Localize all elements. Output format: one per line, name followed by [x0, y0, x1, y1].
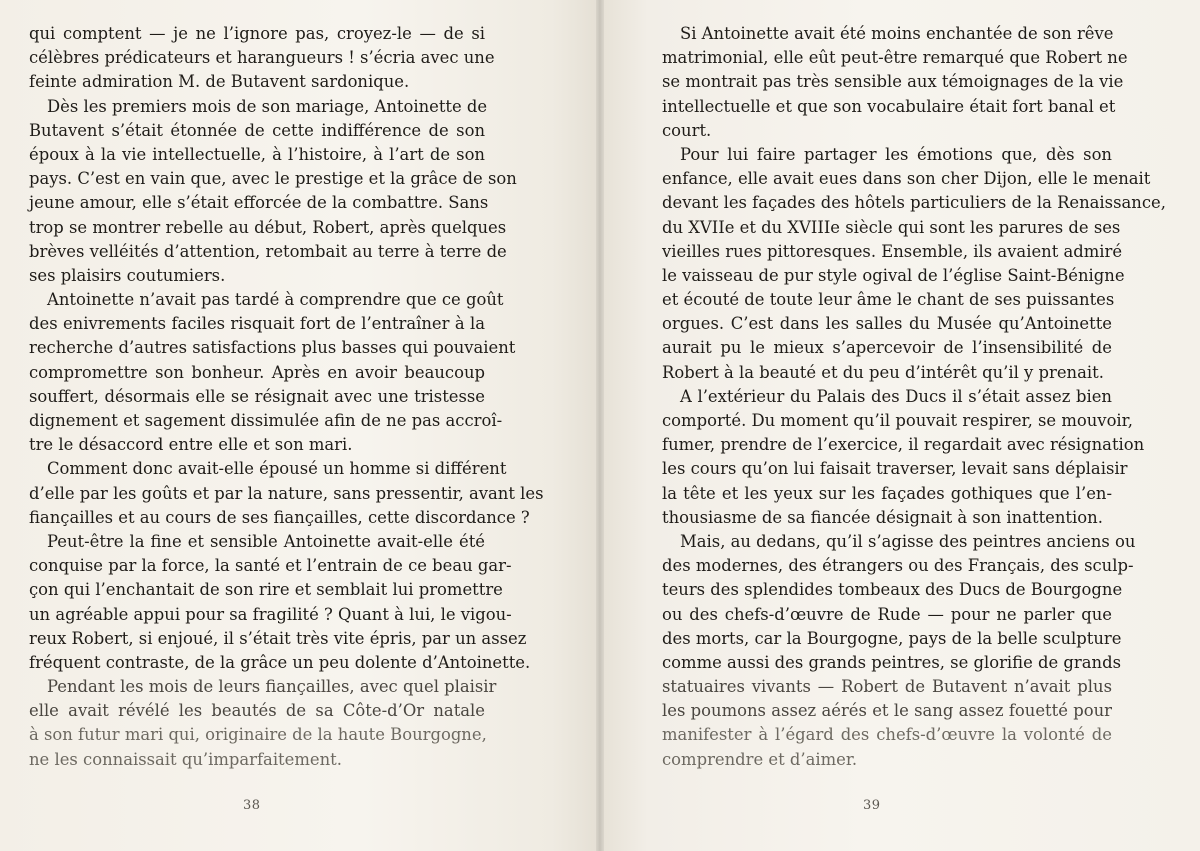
text-line: un agréable appui pour sa fragilité ? Quant à lui, le vigou-	[29, 604, 512, 624]
text-line: la tête et les yeux sur les façades gothiques que l’en-	[662, 483, 1112, 503]
text-line: ses plaisirs coutumiers.	[29, 265, 226, 285]
text-line: du XVIIe et du XVIIIe siècle qui sont les parures de ses	[662, 217, 1121, 237]
text-line: fumer, prendre de l’exercice, il regardait avec résignation	[662, 435, 1145, 455]
text-line: intellectuelle et que son vocabulaire était fort banal et	[662, 96, 1116, 116]
text-line: jeune amour, elle s’était efforcée de la combattre. Sans	[29, 193, 489, 213]
text-line: des morts, car la Bourgogne, pays de la belle sculpture	[662, 628, 1122, 648]
text-line: enfance, elle avait eues dans son cher Dijon, elle le menait	[662, 169, 1151, 189]
page-number: 38	[243, 798, 261, 813]
text-line: conquise par la force, la santé et l’entrain de ce beau gar-	[29, 556, 512, 576]
text-line: qui comptent — je ne l’ignore pas, croyez-le — de si	[29, 24, 485, 43]
text-line: Antoinette n’avait pas tardé à comprendre que ce goût	[47, 290, 504, 310]
text-line: manifester à l’égard des chefs-d’œuvre la volonté de	[662, 725, 1112, 745]
text-line: ou des chefs-d’œuvre de Rude — pour ne parler que	[662, 604, 1112, 624]
right-page-text	[662, 22, 1166, 772]
page-number: 39	[863, 798, 881, 813]
left-page-text	[29, 22, 544, 772]
text-line: des modernes, des étrangers ou des Français, des sculp-	[662, 556, 1134, 576]
text-line: matrimonial, elle eût peut-être remarqué que Robert ne	[662, 48, 1128, 68]
text-line: et écouté de toute leur âme le chant de ses puissantes	[662, 290, 1115, 310]
text-line: dignement et sagement dissimulée afin de ne pas accroî-	[29, 411, 503, 430]
text-line: Dès les premiers mois de son mariage, Antoinette de	[47, 96, 488, 116]
text-line: Peut-être la fine et sensible Antoinette avait-elle été	[47, 531, 485, 551]
text-line: Mais, au dedans, qu’il s’agisse des peintres anciens ou	[680, 531, 1136, 551]
text-line: Comment donc avait-elle épousé un homme si différent	[47, 459, 507, 479]
text-line: fiançailles et au cours de ses fiançailles, cette discordance ?	[29, 507, 530, 527]
text-line: Robert à la beauté et du peu d’intérêt qu’il y prenait.	[662, 362, 1104, 382]
text-line: A l’extérieur du Palais des Ducs il s’était assez bien	[680, 386, 1112, 406]
text-line: brèves velléités d’attention, retombait au terre à terre de	[29, 241, 507, 261]
text-line: teurs des splendides tombeaux des Ducs de Bourgogne	[662, 580, 1123, 600]
text-line: compromettre son bonheur. Après en avoir beaucoup	[29, 362, 485, 382]
text-line: les cours qu’on lui faisait traverser, levait sans déplaisir	[662, 459, 1128, 479]
text-line: le vaisseau de pur style ogival de l’église Saint-Bénigne	[662, 265, 1125, 285]
text-line: reux Robert, si enjoué, il s’était très vite épris, par un assez	[29, 628, 527, 648]
text-line: célèbres prédicateurs et harangueurs ! s’écria avec une	[29, 48, 495, 68]
text-line: Pour lui faire partager les émotions que, dès son	[680, 144, 1112, 164]
text-line: court.	[662, 120, 712, 140]
text-line: tre le désaccord entre elle et son mari.	[29, 435, 353, 455]
text-line: aurait pu le mieux s’apercevoir de l’insensibilité de	[662, 338, 1112, 358]
text-line: souffert, désormais elle se résignait avec une tristesse	[29, 386, 485, 406]
text-line: feinte admiration M. de Butavent sardonique.	[29, 72, 410, 92]
text-line: statuaires vivants — Robert de Butavent n’avait plus	[662, 677, 1112, 697]
text-line: des enivrements faciles risquait fort de l’entraîner à la	[29, 314, 485, 334]
text-line: à son futur mari qui, originaire de la haute Bourgogne,	[29, 725, 487, 745]
text-line: époux à la vie intellectuelle, à l’histoire, à l’art de son	[29, 144, 485, 164]
text-line: ne les connaissait qu’imparfaitement.	[29, 749, 342, 769]
right-page	[600, 0, 1200, 851]
text-line: pays. C’est en vain que, avec le prestige et la grâce de son	[29, 169, 517, 189]
text-line: orgues. C’est dans les salles du Musée qu’Antoinette	[662, 314, 1112, 334]
text-line: Pendant les mois de leurs fiançailles, avec quel plaisir	[47, 677, 497, 697]
text-line: thousiasme de sa fiancée désignait à son inattention.	[662, 507, 1103, 527]
text-line: recherche d’autres satisfactions plus basses qui pouvaient	[29, 338, 516, 358]
text-line: elle avait révélé les beautés de sa Côte-d’Or natale	[29, 701, 485, 721]
text-line: Butavent s’était étonnée de cette indifférence de son	[29, 120, 485, 140]
book-gutter	[596, 0, 604, 851]
text-line: vieilles rues pittoresques. Ensemble, ils avaient admiré	[662, 241, 1123, 261]
text-line: comme aussi des grands peintres, se glorifie de grands	[662, 652, 1121, 672]
text-line: Si Antoinette avait été moins enchantée de son rêve	[680, 24, 1114, 43]
text-line: comprendre et d’aimer.	[662, 749, 858, 769]
text-line: fréquent contraste, de la grâce un peu dolente d’Antoinette.	[29, 652, 531, 672]
text-line: trop se montrer rebelle au début, Robert, après quelques	[29, 217, 507, 237]
text-line: d’elle par les goûts et par la nature, sans pressentir, avant les	[29, 483, 544, 503]
text-line: çon qui l’enchantait de son rire et semblait lui promettre	[29, 580, 503, 600]
text-line: devant les façades des hôtels particuliers de la Renaissance,	[662, 193, 1166, 213]
text-line: les poumons assez aérés et le sang assez fouetté pour	[662, 701, 1112, 721]
text-line: comporté. Du moment qu’il pouvait respirer, se mouvoir,	[662, 411, 1133, 430]
text-line: se montrait pas très sensible aux témoignages de la vie	[662, 72, 1124, 92]
